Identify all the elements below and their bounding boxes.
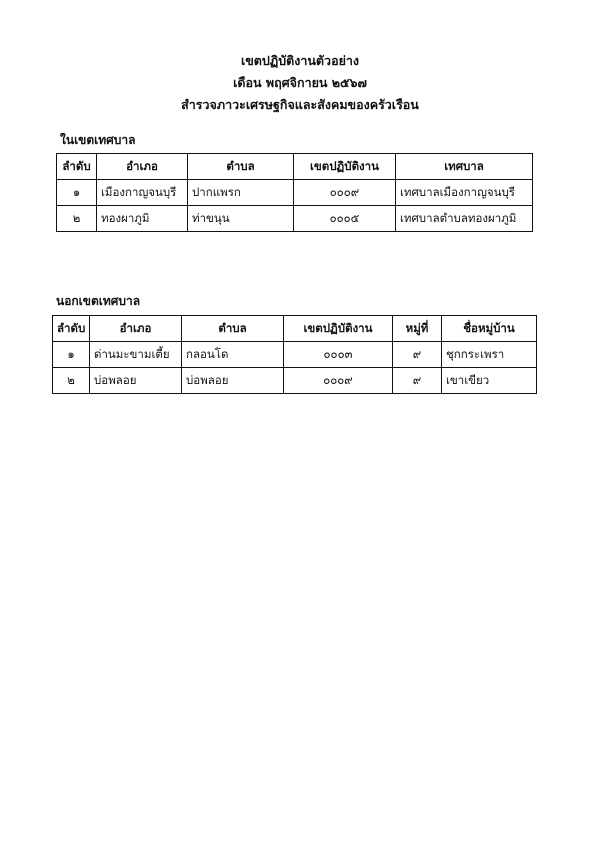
table-header-row [53,316,537,342]
municipal-table [56,153,533,232]
cell-village-name: เขาเขียว [442,368,537,394]
column-header-municipality: เทศบาล [396,154,533,180]
column-header-work-area: เขตปฏิบัติงาน [284,316,393,342]
cell-district: บ่อพลอย [90,368,182,394]
cell-municipality: เทศบาลตำบลทองผาภูมิ [396,206,533,232]
cell-work-area: ๐๐๐๙ [294,180,396,206]
cell-order: ๒ [53,368,90,394]
table-row [57,206,533,232]
cell-order: ๒ [57,206,97,232]
cell-district: ด่านมะขามเตี้ย [90,342,182,368]
cell-subdistrict: ปากแพรก [188,180,294,206]
cell-order: ๑ [53,342,90,368]
cell-village-no: ๙ [393,342,442,368]
title-line-1: เขตปฏิบัติงานตัวอย่าง [240,53,360,68]
title-line-3: สำรวจภาวะเศรษฐกิจและสังคมของครัวเรือน [181,97,419,112]
section-label-municipal: ในเขตเทศบาล [60,133,136,147]
cell-district: เมืองกาญจนบุรี [97,180,188,206]
document-title [0,50,600,116]
cell-work-area: ๐๐๐๙ [284,368,393,394]
cell-subdistrict: กลอนโด [182,342,284,368]
column-header-village-no: หมู่ที่ [393,316,442,342]
title-line-2: เดือน พฤศจิกายน ๒๕๖๗ [233,75,367,90]
table-row [57,180,533,206]
column-header-district: อำเภอ [97,154,188,180]
non-municipal-table [52,315,537,394]
cell-subdistrict: ท่าขนุน [188,206,294,232]
column-header-subdistrict: ตำบล [182,316,284,342]
table-header-row [57,154,533,180]
column-header-order: ลำดับ [57,154,97,180]
table-row [53,368,537,394]
cell-work-area: ๐๐๐๓ [284,342,393,368]
cell-work-area: ๐๐๐๕ [294,206,396,232]
column-header-subdistrict: ตำบล [188,154,294,180]
column-header-district: อำเภอ [90,316,182,342]
column-header-village-name: ชื่อหมู่บ้าน [442,316,537,342]
cell-district: ทองผาภูมิ [97,206,188,232]
column-header-work-area: เขตปฏิบัติงาน [294,154,396,180]
table-row [53,342,537,368]
cell-order: ๑ [57,180,97,206]
cell-village-no: ๙ [393,368,442,394]
cell-subdistrict: บ่อพลอย [182,368,284,394]
section-label-non-municipal: นอกเขตเทศบาล [56,294,141,308]
column-header-order: ลำดับ [53,316,90,342]
cell-village-name: ชุกกระเพรา [442,342,537,368]
cell-municipality: เทศบาลเมืองกาญจนบุรี [396,180,533,206]
